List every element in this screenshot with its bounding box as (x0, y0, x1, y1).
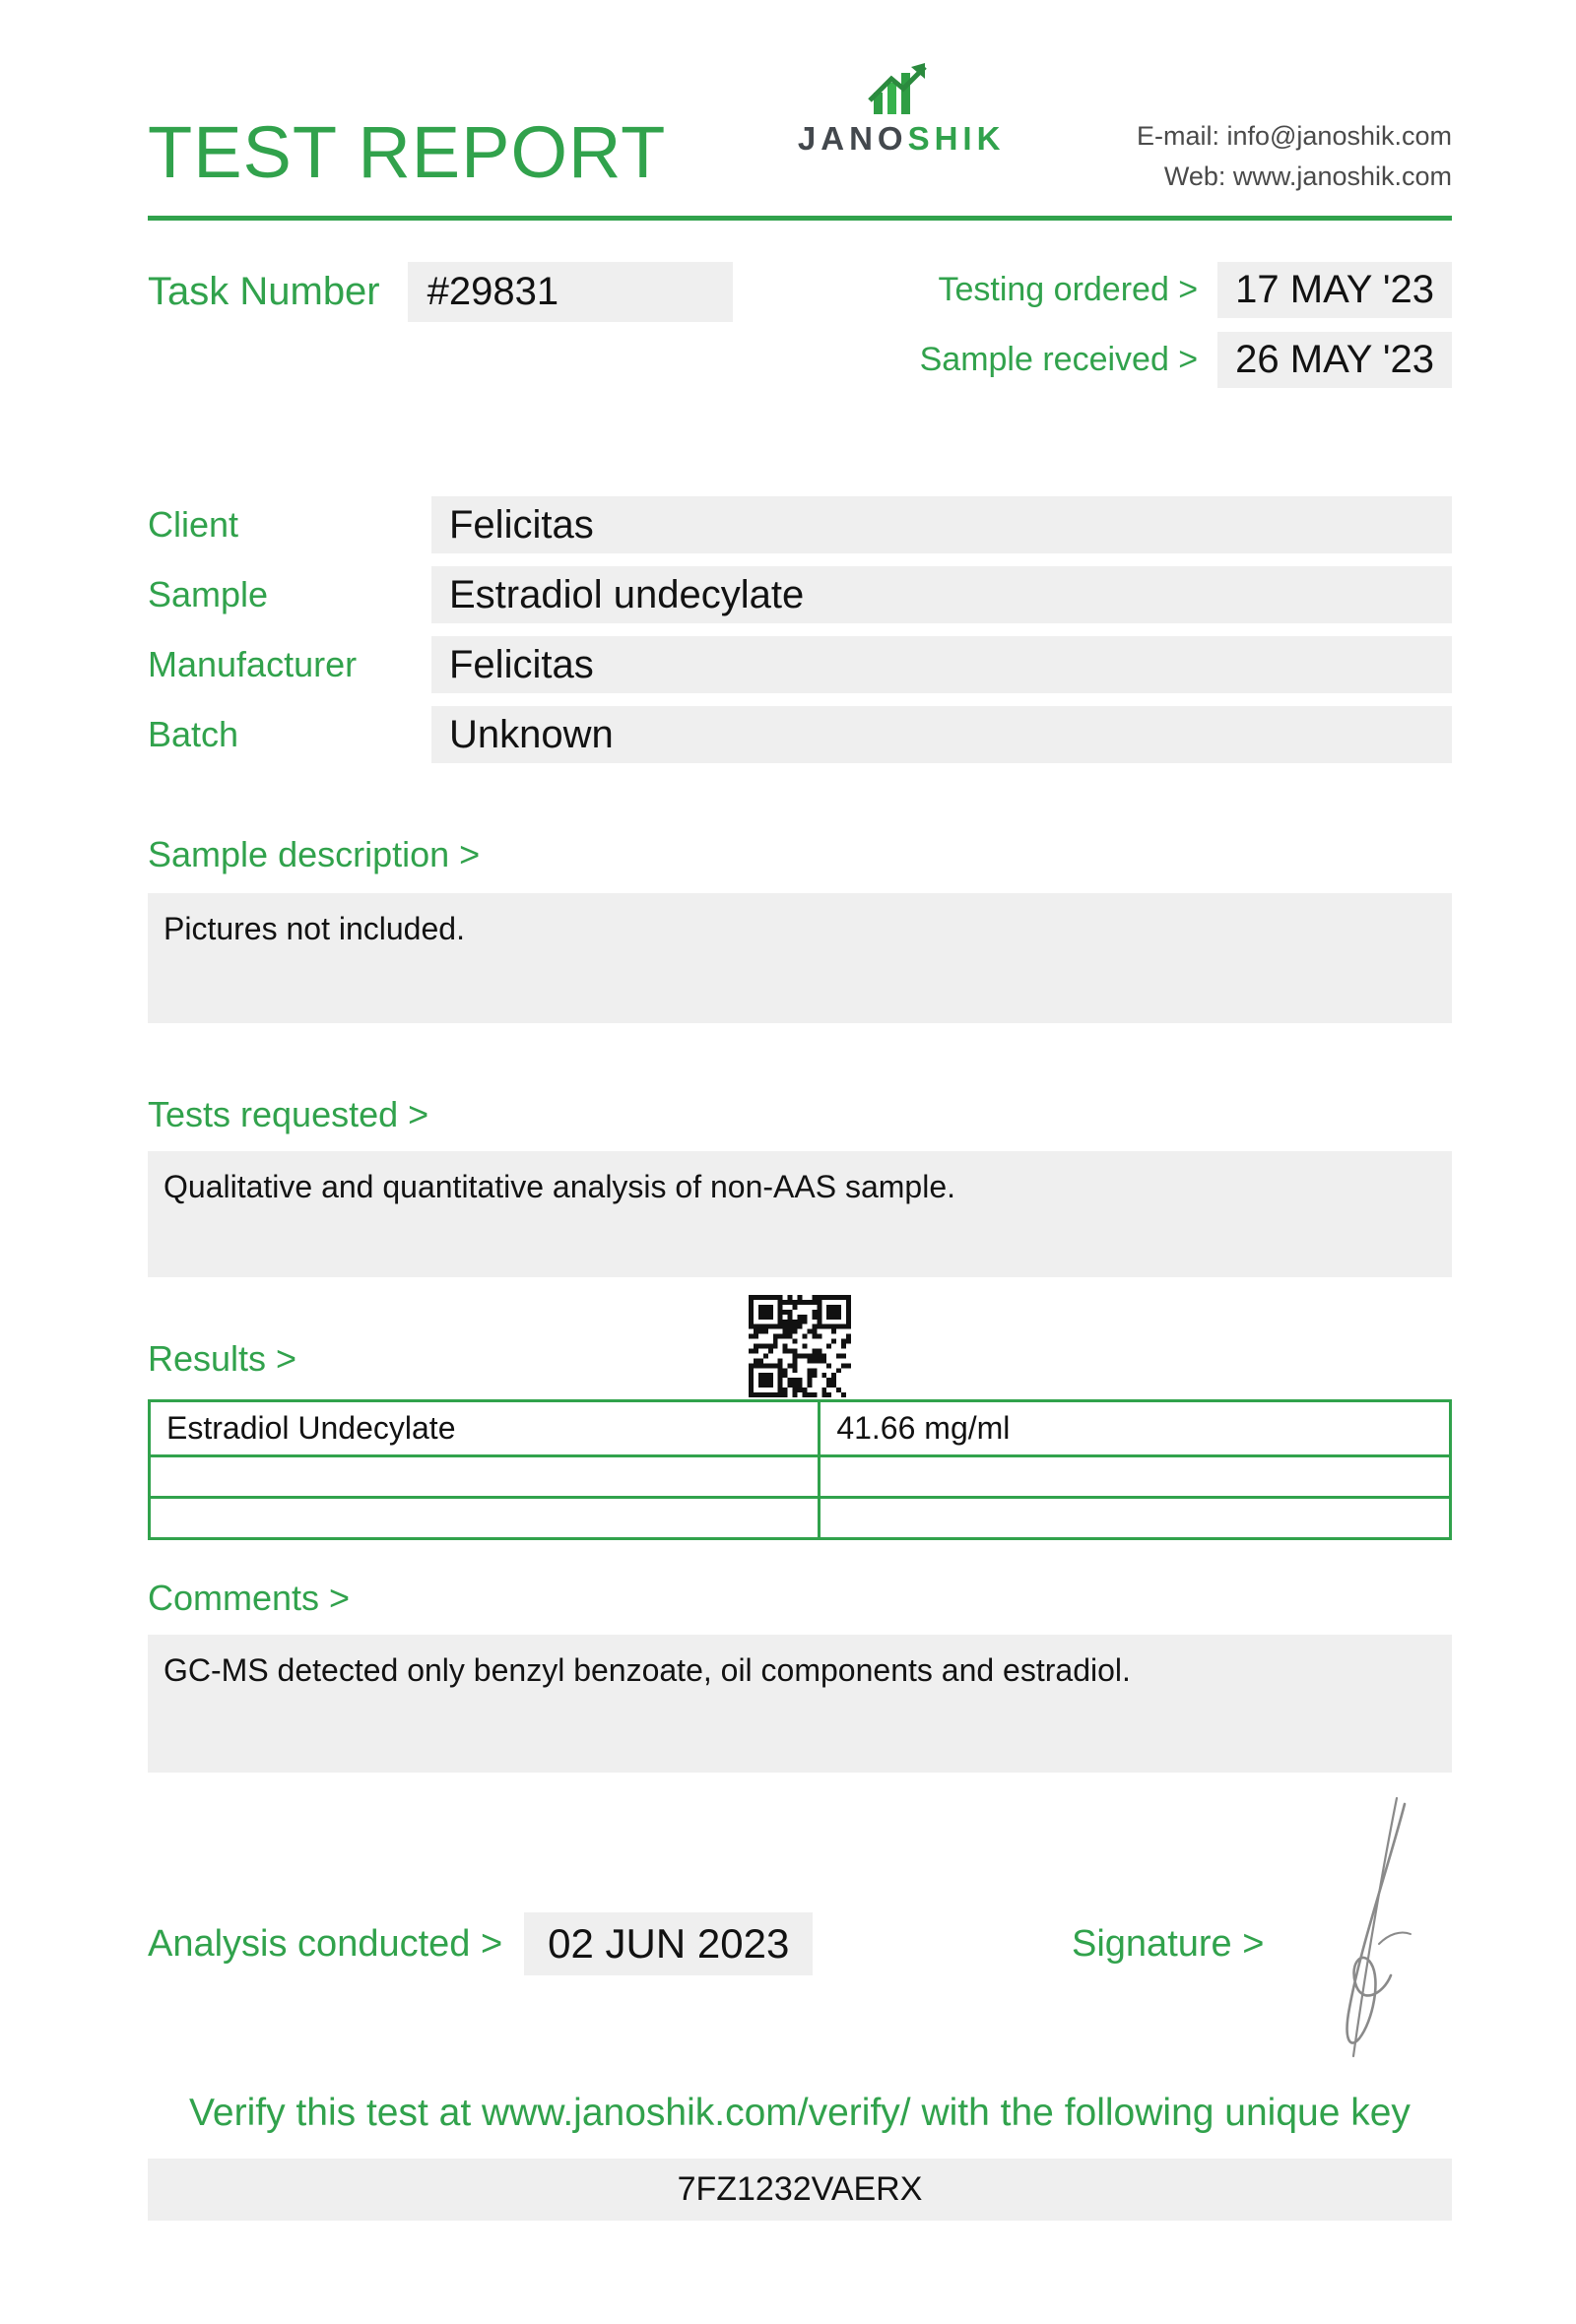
sample-description-heading: Sample description > (148, 834, 481, 874)
result-value-cell: 41.66 mg/ml (820, 1401, 1451, 1456)
header-divider (148, 216, 1452, 221)
task-number-value: #29831 (408, 262, 733, 322)
contact-email: E-mail: info@janoshik.com (1136, 121, 1452, 151)
sample-received-value: 26 MAY '23 (1217, 332, 1452, 388)
tests-requested-heading: Tests requested > (148, 1094, 429, 1134)
analysis-conducted-value: 02 JUN 2023 (524, 1912, 813, 1975)
contact-web: Web: www.janoshik.com (1163, 161, 1452, 191)
result-substance-cell (150, 1498, 820, 1539)
logo-chart-icon (860, 63, 943, 118)
unique-key: 7FZ1232VAERX (148, 2159, 1452, 2221)
sample-label: Sample (148, 574, 269, 614)
sample-received-row (920, 332, 1452, 388)
logo-text-dark: JANO (797, 120, 908, 157)
comments-heading: Comments > (148, 1578, 351, 1618)
task-dates-group (920, 262, 1452, 402)
info-row-client (148, 496, 1452, 553)
logo-wordmark (798, 120, 1006, 158)
results-row (150, 1401, 1451, 1456)
manufacturer-label: Manufacturer (148, 644, 358, 684)
results-heading: Results > (148, 1338, 297, 1379)
result-substance-cell (150, 1456, 820, 1498)
tests-requested-text: Qualitative and quantitative analysis of non-AAS sample. (148, 1151, 1452, 1277)
manufacturer-value: Felicitas (431, 636, 1452, 693)
verify-instruction: Verify this test at www.janoshik.com/verify/ with the following unique key (189, 2092, 1411, 2134)
sample-info-section (148, 496, 1452, 763)
testing-ordered-label: Testing ordered > (938, 271, 1199, 308)
sample-description-text: Pictures not included. (148, 893, 1452, 1023)
signature-scribble (1310, 1796, 1428, 2074)
tests-requested-section (148, 1094, 1452, 1277)
results-row (150, 1456, 1451, 1498)
result-value-cell (820, 1456, 1451, 1498)
janoshik-logo (798, 63, 1006, 158)
report-header (0, 0, 1576, 196)
info-row-batch (148, 706, 1452, 763)
batch-label: Batch (148, 714, 239, 754)
result-substance-cell: Estradiol Undecylate (150, 1401, 820, 1456)
results-section (148, 1338, 1452, 1540)
qr-code (749, 1295, 851, 1397)
results-row (150, 1498, 1451, 1539)
testing-ordered-row (920, 262, 1452, 318)
client-value: Felicitas (431, 496, 1452, 553)
task-number-group (148, 262, 733, 322)
comments-text: GC-MS detected only benzyl benzoate, oil components and estradiol. (148, 1635, 1452, 1773)
task-number-label: Task Number (148, 270, 380, 313)
analysis-conducted-label: Analysis conducted > (148, 1922, 503, 1965)
result-value-cell (820, 1498, 1451, 1539)
info-row-manufacturer (148, 636, 1452, 693)
analysis-signature-row (148, 1906, 1452, 1981)
signature-label: Signature > (1072, 1922, 1265, 1965)
logo-text-green: SHIK (907, 120, 1006, 157)
client-label: Client (148, 504, 239, 545)
info-row-sample (148, 566, 1452, 623)
contact-info (1137, 116, 1452, 196)
comments-section (148, 1578, 1452, 1773)
sample-value: Estradiol undecylate (431, 566, 1452, 623)
sample-description-section (148, 834, 1452, 1023)
report-title: TEST REPORT (148, 111, 667, 193)
testing-ordered-value: 17 MAY '23 (1217, 262, 1452, 318)
batch-value: Unknown (431, 706, 1452, 763)
task-section (148, 262, 1452, 402)
results-table (148, 1399, 1452, 1540)
sample-received-label: Sample received > (919, 341, 1199, 378)
